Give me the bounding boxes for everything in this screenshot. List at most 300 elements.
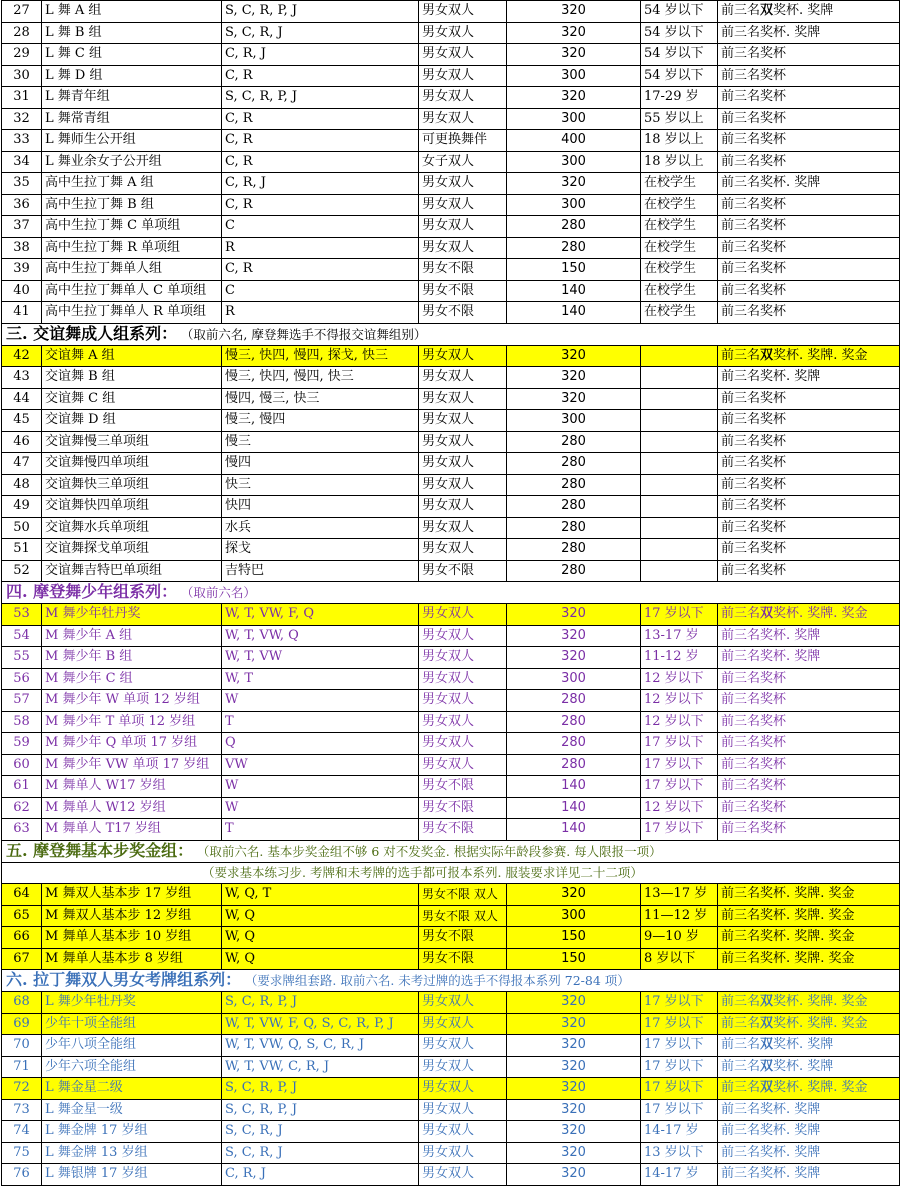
event-award: 前三名双奖杯. 奖牌: [718, 1035, 900, 1057]
table-row: [2, 65, 900, 87]
event-age: [641, 539, 718, 561]
event-age: [641, 560, 718, 582]
event-number: 32: [2, 108, 42, 130]
event-name: 交谊舞 A 组: [42, 345, 222, 367]
event-number: 44: [2, 388, 42, 410]
event-age: 54 岁以下: [641, 22, 718, 44]
event-age: [641, 517, 718, 539]
event-fee: 280: [507, 453, 641, 475]
event-age: [641, 474, 718, 496]
table-row: [2, 905, 900, 927]
event-award: 前三名奖杯: [718, 474, 900, 496]
event-pairing: 男女双人: [419, 108, 507, 130]
event-age: 在校学生: [641, 194, 718, 216]
event-number: 38: [2, 237, 42, 259]
event-dances: C, R: [222, 108, 419, 130]
event-number: 62: [2, 797, 42, 819]
table-row: [2, 367, 900, 389]
event-age: 17 岁以下: [641, 776, 718, 798]
event-number: 30: [2, 65, 42, 87]
event-name: M 舞双人基本步 17 岁组: [42, 884, 222, 906]
event-fee: 300: [507, 410, 641, 432]
event-dances: 慢三: [222, 431, 419, 453]
event-award: 前三名奖杯. 奖牌: [718, 1164, 900, 1186]
event-number: 56: [2, 668, 42, 690]
event-number: 36: [2, 194, 42, 216]
event-pairing: 男女双人: [419, 647, 507, 669]
event-age: [641, 431, 718, 453]
event-pairing: 男女双人: [419, 733, 507, 755]
event-name: M 舞少年 VW 单项 17 岁组: [42, 754, 222, 776]
event-award: 前三名双奖杯. 奖牌. 奖金: [718, 1013, 900, 1035]
table-row: [2, 776, 900, 798]
event-pairing: 可更换舞伴: [419, 130, 507, 152]
table-row: [2, 1035, 900, 1057]
event-fee: 300: [507, 151, 641, 173]
event-fee: 300: [507, 194, 641, 216]
event-number: 27: [2, 1, 42, 23]
event-name: L 舞少年牡丹奖: [42, 992, 222, 1014]
event-award: 前三名双奖杯. 奖牌. 奖金: [718, 992, 900, 1014]
event-award: 前三名奖杯: [718, 130, 900, 152]
event-age: 18 岁以上: [641, 151, 718, 173]
event-number: 59: [2, 733, 42, 755]
event-age: 17 岁以下: [641, 1056, 718, 1078]
event-award: 前三名奖杯: [718, 819, 900, 841]
event-award: 前三名奖杯: [718, 797, 900, 819]
event-pairing: 男女不限: [419, 560, 507, 582]
event-fee: 320: [507, 1056, 641, 1078]
event-fee: 320: [507, 1121, 641, 1143]
event-name: L 舞银牌 17 岁组: [42, 1164, 222, 1186]
event-age: 11-12 岁: [641, 647, 718, 669]
table-row: [2, 108, 900, 130]
event-dances: W, T, VW, Q: [222, 625, 419, 647]
event-age: [641, 367, 718, 389]
event-number: 55: [2, 647, 42, 669]
event-pairing: 男女双人: [419, 87, 507, 109]
event-number: 70: [2, 1035, 42, 1057]
event-dances: W, T: [222, 668, 419, 690]
event-dances: VW: [222, 754, 419, 776]
event-dances: C, R: [222, 130, 419, 152]
event-fee: 320: [507, 884, 641, 906]
event-number: 46: [2, 431, 42, 453]
event-fee: 280: [507, 216, 641, 238]
event-age: 12 岁以下: [641, 797, 718, 819]
event-fee: 140: [507, 302, 641, 324]
section-title: 六. 拉丁舞双人男女考牌组系列：: [6, 970, 242, 989]
event-number: 69: [2, 1013, 42, 1035]
event-number: 57: [2, 690, 42, 712]
event-dances: W, T, VW, C, R, J: [222, 1056, 419, 1078]
event-number: 65: [2, 905, 42, 927]
event-fee: 320: [507, 22, 641, 44]
event-age: 在校学生: [641, 302, 718, 324]
event-pairing: 男女双人: [419, 173, 507, 195]
event-age: 17 岁以下: [641, 1013, 718, 1035]
event-fee: 280: [507, 539, 641, 561]
event-name: 交谊舞 C 组: [42, 388, 222, 410]
event-name: 少年十项全能组: [42, 1013, 222, 1035]
event-name: 交谊舞 B 组: [42, 367, 222, 389]
table-row: [2, 711, 900, 733]
double-mark: 双: [760, 606, 774, 622]
event-pairing: 男女不限: [419, 948, 507, 970]
event-name: M 舞少年 C 组: [42, 668, 222, 690]
event-dances: 吉特巴: [222, 560, 419, 582]
event-number: 45: [2, 410, 42, 432]
event-pairing: 男女双人: [419, 539, 507, 561]
double-mark: 双: [760, 347, 774, 363]
event-award: 前三名奖杯. 奖牌: [718, 1099, 900, 1121]
event-award: 前三名奖杯. 奖牌: [718, 22, 900, 44]
event-name: L 舞师生公开组: [42, 130, 222, 152]
table-row: [2, 280, 900, 302]
event-dances: C: [222, 280, 419, 302]
table-row: [2, 884, 900, 906]
event-dances: C, R: [222, 259, 419, 281]
event-number: 35: [2, 173, 42, 195]
event-fee: 150: [507, 927, 641, 949]
event-age: 8 岁以下: [641, 948, 718, 970]
event-age: [641, 388, 718, 410]
table-row: [2, 216, 900, 238]
event-age: 17 岁以下: [641, 819, 718, 841]
event-name: 交谊舞吉特巴单项组: [42, 560, 222, 582]
event-dances: 快三: [222, 474, 419, 496]
event-pairing: 男女双人: [419, 1035, 507, 1057]
event-dances: Q: [222, 733, 419, 755]
event-pairing: 男女双人: [419, 604, 507, 626]
event-award: 前三名奖杯: [718, 733, 900, 755]
event-name: L 舞 A 组: [42, 1, 222, 23]
event-name: M 舞少年 T 单项 12 岁组: [42, 711, 222, 733]
section-header: [2, 582, 900, 604]
event-pairing: 男女双人: [419, 431, 507, 453]
event-age: 在校学生: [641, 237, 718, 259]
event-fee: 320: [507, 345, 641, 367]
event-name: 高中生拉丁舞 C 单项组: [42, 216, 222, 238]
event-table: [1, 0, 900, 1186]
event-number: 34: [2, 151, 42, 173]
event-age: 54 岁以下: [641, 1, 718, 23]
event-number: 67: [2, 948, 42, 970]
event-name: M 舞单人 W12 岁组: [42, 797, 222, 819]
event-pairing: 男女双人: [419, 1099, 507, 1121]
event-fee: 400: [507, 130, 641, 152]
event-dances: C, R: [222, 194, 419, 216]
event-age: 在校学生: [641, 173, 718, 195]
event-dances: R: [222, 302, 419, 324]
event-age: [641, 410, 718, 432]
event-pairing: 男女双人: [419, 1078, 507, 1100]
event-fee: 280: [507, 754, 641, 776]
event-name: 交谊舞探戈单项组: [42, 539, 222, 561]
event-pairing: 男女双人: [419, 1142, 507, 1164]
event-fee: 320: [507, 1099, 641, 1121]
table-row: [2, 410, 900, 432]
event-pairing: 女子双人: [419, 151, 507, 173]
event-name: 交谊舞快四单项组: [42, 496, 222, 518]
event-name: L 舞 B 组: [42, 22, 222, 44]
table-row: [2, 647, 900, 669]
double-mark: 双: [760, 3, 774, 19]
event-award: 前三名双奖杯. 奖牌. 奖金: [718, 345, 900, 367]
event-fee: 320: [507, 1142, 641, 1164]
table-row: [2, 194, 900, 216]
event-dances: W: [222, 690, 419, 712]
event-award: 前三名双奖杯. 奖牌. 奖金: [718, 1078, 900, 1100]
table-row: [2, 453, 900, 475]
event-number: 72: [2, 1078, 42, 1100]
event-fee: 320: [507, 1164, 641, 1186]
event-name: M 舞单人基本步 8 岁组: [42, 948, 222, 970]
event-name: 高中生拉丁舞单人 C 单项组: [42, 280, 222, 302]
event-pairing: 男女双人: [419, 367, 507, 389]
event-name: 交谊舞快三单项组: [42, 474, 222, 496]
event-age: 在校学生: [641, 259, 718, 281]
event-age: [641, 453, 718, 475]
event-age: 54 岁以下: [641, 65, 718, 87]
event-name: 交谊舞慢三单项组: [42, 431, 222, 453]
event-pairing: 男女双人: [419, 711, 507, 733]
event-number: 74: [2, 1121, 42, 1143]
event-pairing: 男女双人: [419, 216, 507, 238]
event-award: 前三名奖杯: [718, 216, 900, 238]
event-fee: 280: [507, 560, 641, 582]
event-age: 14-17 岁: [641, 1164, 718, 1186]
event-number: 61: [2, 776, 42, 798]
event-dances: W, Q, T: [222, 884, 419, 906]
event-award: 前三名奖杯: [718, 108, 900, 130]
table-row: [2, 1078, 900, 1100]
event-pairing: 男女不限: [419, 776, 507, 798]
event-dances: W, T, VW, F, Q, S, C, R, P, J: [222, 1013, 419, 1035]
event-name: L 舞金牌 13 岁组: [42, 1142, 222, 1164]
event-age: 12 岁以下: [641, 690, 718, 712]
event-dances: 慢四, 慢三, 快三: [222, 388, 419, 410]
event-age: 17 岁以下: [641, 733, 718, 755]
event-number: 71: [2, 1056, 42, 1078]
double-mark: 双: [760, 994, 774, 1010]
event-name: M 舞双人基本步 12 岁组: [42, 905, 222, 927]
event-age: 17-29 岁: [641, 87, 718, 109]
event-age: 17 岁以下: [641, 604, 718, 626]
event-name: 少年六项全能组: [42, 1056, 222, 1078]
event-age: 在校学生: [641, 216, 718, 238]
table-row: [2, 560, 900, 582]
section-title: 四. 摩登舞少年组系列：: [6, 582, 178, 601]
event-name: L 舞 D 组: [42, 65, 222, 87]
section-title: 五. 摩登舞基本步奖金组：: [6, 840, 194, 860]
event-number: 54: [2, 625, 42, 647]
event-dances: S, C, R, P, J: [222, 1099, 419, 1121]
event-award: 前三名奖杯: [718, 496, 900, 518]
event-pairing: 男女不限: [419, 819, 507, 841]
event-dances: 慢三, 快四, 慢四, 探戈, 快三: [222, 345, 419, 367]
event-fee: 320: [507, 1078, 641, 1100]
event-fee: 140: [507, 819, 641, 841]
event-name: 高中生拉丁舞 R 单项组: [42, 237, 222, 259]
event-award: 前三名奖杯: [718, 87, 900, 109]
event-award: 前三名奖杯: [718, 65, 900, 87]
event-dances: 快四: [222, 496, 419, 518]
event-pairing: 男女双人: [419, 44, 507, 66]
table-row: [2, 539, 900, 561]
event-pairing: 男女不限 双人: [419, 884, 507, 906]
section-title: 三. 交谊舞成人组系列：: [6, 323, 178, 343]
event-table-body: [2, 1, 900, 1186]
event-fee: 300: [507, 65, 641, 87]
section-note: （取前六名, 摩登舞选手不得报交谊舞组别）: [187, 326, 427, 342]
event-age: 12 岁以下: [641, 668, 718, 690]
event-name: 高中生拉丁舞 A 组: [42, 173, 222, 195]
event-pairing: 男女不限: [419, 302, 507, 324]
table-row: [2, 474, 900, 496]
event-age: 54 岁以下: [641, 44, 718, 66]
event-number: 64: [2, 884, 42, 906]
event-name: 高中生拉丁舞单人 R 单项组: [42, 302, 222, 324]
event-fee: 280: [507, 517, 641, 539]
event-pairing: 男女双人: [419, 474, 507, 496]
event-pairing: 男女双人: [419, 194, 507, 216]
event-award: 前三名奖杯: [718, 711, 900, 733]
event-award: 前三名奖杯: [718, 410, 900, 432]
event-name: L 舞金星一级: [42, 1099, 222, 1121]
event-age: 12 岁以下: [641, 711, 718, 733]
table-row: [2, 1099, 900, 1121]
event-award: 前三名双奖杯. 奖牌: [718, 1056, 900, 1078]
event-dances: R: [222, 237, 419, 259]
table-row: [2, 690, 900, 712]
event-pairing: 男女双人: [419, 496, 507, 518]
event-fee: 150: [507, 259, 641, 281]
event-award: 前三名奖杯: [718, 431, 900, 453]
table-row: [2, 733, 900, 755]
event-number: 41: [2, 302, 42, 324]
event-dances: S, C, R, J: [222, 22, 419, 44]
event-dances: T: [222, 711, 419, 733]
event-name: M 舞少年 A 组: [42, 625, 222, 647]
event-number: 51: [2, 539, 42, 561]
event-number: 52: [2, 560, 42, 582]
event-fee: 320: [507, 1, 641, 23]
event-dances: C, R, J: [222, 173, 419, 195]
event-dances: C, R: [222, 151, 419, 173]
table-row: [2, 1121, 900, 1143]
event-name: M 舞少年 Q 单项 17 岁组: [42, 733, 222, 755]
event-fee: 300: [507, 108, 641, 130]
table-row: [2, 87, 900, 109]
event-name: M 舞单人 W17 岁组: [42, 776, 222, 798]
event-pairing: 男女双人: [419, 388, 507, 410]
event-fee: 280: [507, 711, 641, 733]
event-pairing: 男女双人: [419, 992, 507, 1014]
event-dances: W, Q: [222, 927, 419, 949]
event-fee: 280: [507, 496, 641, 518]
event-fee: 300: [507, 905, 641, 927]
event-number: 50: [2, 517, 42, 539]
table-row: [2, 517, 900, 539]
table-row: [2, 345, 900, 367]
event-name: M 舞单人基本步 10 岁组: [42, 927, 222, 949]
event-name: 少年八项全能组: [42, 1035, 222, 1057]
event-name: 交谊舞 D 组: [42, 410, 222, 432]
event-dances: C, R: [222, 65, 419, 87]
event-name: L 舞金牌 17 岁组: [42, 1121, 222, 1143]
event-fee: 320: [507, 388, 641, 410]
table-row: [2, 259, 900, 281]
section-note: （取前六名. 基本步奖金组不够 6 对不发奖金. 根据实际年龄段参赛. 每人限报一项）: [203, 843, 662, 859]
event-age: 14-17 岁: [641, 1121, 718, 1143]
table-row: [2, 431, 900, 453]
event-age: 17 岁以下: [641, 992, 718, 1014]
event-pairing: 男女双人: [419, 625, 507, 647]
section-header-note-row: [2, 862, 900, 884]
event-name: L 舞常青组: [42, 108, 222, 130]
event-award: 前三名奖杯: [718, 388, 900, 410]
event-fee: 320: [507, 604, 641, 626]
event-fee: 140: [507, 797, 641, 819]
event-dances: C, R, J: [222, 44, 419, 66]
event-age: 17 岁以下: [641, 1035, 718, 1057]
event-pairing: 男女双人: [419, 1121, 507, 1143]
event-fee: 320: [507, 44, 641, 66]
table-row: [2, 22, 900, 44]
event-dances: S, C, R, J: [222, 1142, 419, 1164]
event-name: L 舞 C 组: [42, 44, 222, 66]
event-number: 75: [2, 1142, 42, 1164]
event-pairing: 男女不限: [419, 259, 507, 281]
event-number: 76: [2, 1164, 42, 1186]
table-row: [2, 496, 900, 518]
event-fee: 150: [507, 948, 641, 970]
event-award: 前三名奖杯: [718, 517, 900, 539]
event-fee: 300: [507, 668, 641, 690]
event-award: 前三名奖杯. 奖牌: [718, 1142, 900, 1164]
table-row: [2, 130, 900, 152]
event-number: 48: [2, 474, 42, 496]
event-pairing: 男女双人: [419, 1056, 507, 1078]
table-row: [2, 1013, 900, 1035]
event-fee: 320: [507, 625, 641, 647]
event-dances: S, C, R, J: [222, 1121, 419, 1143]
table-row: [2, 151, 900, 173]
event-fee: 320: [507, 647, 641, 669]
event-number: 66: [2, 927, 42, 949]
event-age: 18 岁以上: [641, 130, 718, 152]
event-age: 13-17 岁: [641, 625, 718, 647]
table-row: [2, 1, 900, 23]
event-age: 17 岁以下: [641, 754, 718, 776]
event-fee: 320: [507, 173, 641, 195]
event-dances: 慢三, 快四, 慢四, 快三: [222, 367, 419, 389]
event-dances: W, Q: [222, 905, 419, 927]
event-award: 前三名奖杯. 奖牌. 奖金: [718, 905, 900, 927]
event-dances: C, R, J: [222, 1164, 419, 1186]
event-award: 前三名奖杯: [718, 668, 900, 690]
event-dances: S, C, R, P, J: [222, 992, 419, 1014]
event-dances: T: [222, 819, 419, 841]
event-award: 前三名双奖杯. 奖牌. 奖金: [718, 604, 900, 626]
event-age: 17 岁以下: [641, 1099, 718, 1121]
event-fee: 320: [507, 1013, 641, 1035]
event-pairing: 男女双人: [419, 668, 507, 690]
section-header: [2, 970, 900, 992]
event-name: L 舞青年组: [42, 87, 222, 109]
event-pairing: 男女不限: [419, 280, 507, 302]
